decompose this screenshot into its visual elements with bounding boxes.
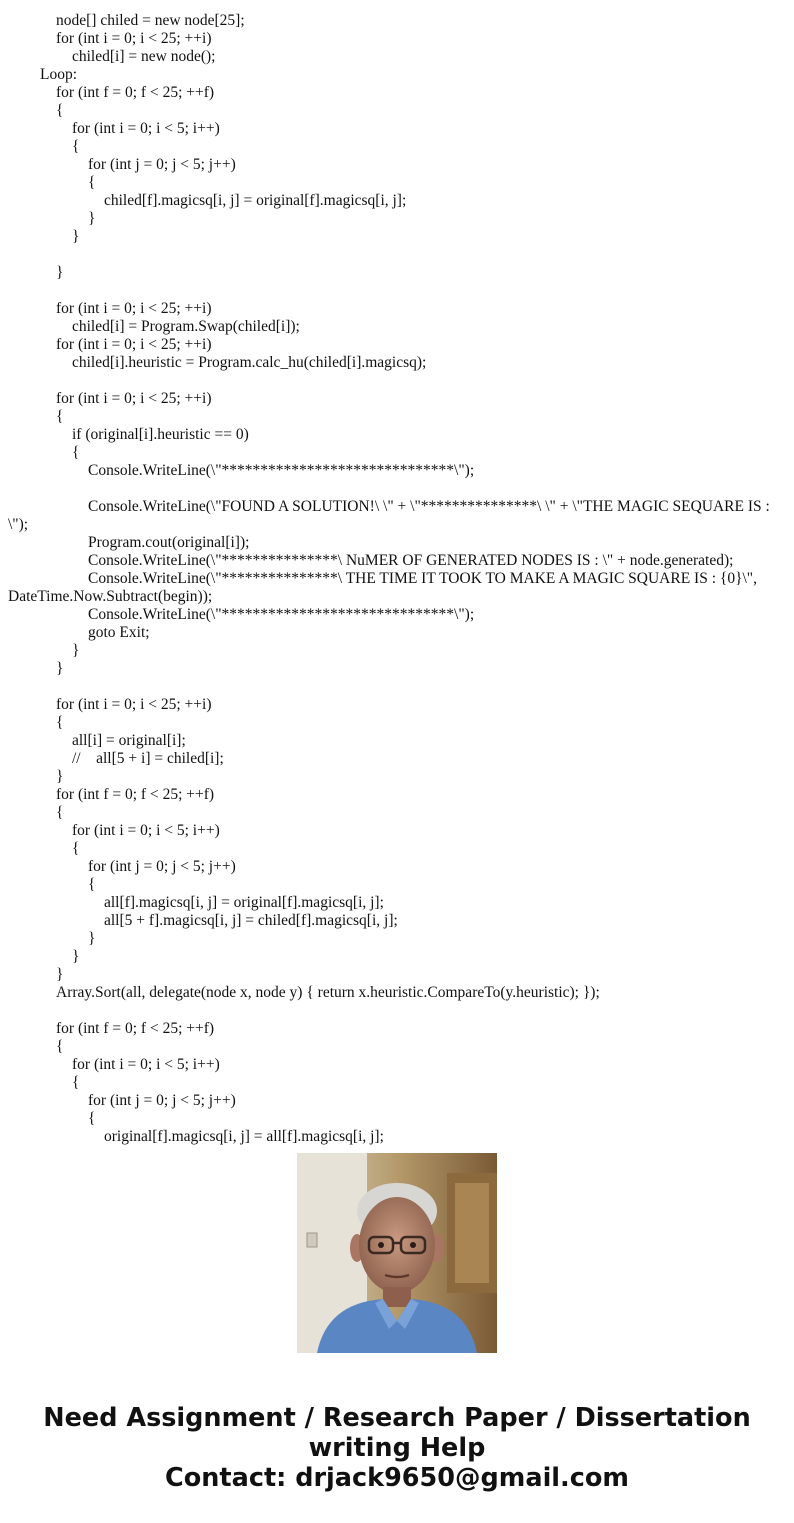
code-line: } [56, 264, 64, 281]
code-line: { [88, 1110, 96, 1127]
code-line: Console.WriteLine(\"***************\ NuMER OF GENERATED NODES IS : \" + node.generated); [88, 552, 734, 569]
promo-line-1: Need Assignment / Research Paper / Dissertation [43, 1403, 751, 1433]
code-line: all[5 + f].magicsq[i, j] = chiled[f].magicsq[i, j]; [104, 912, 398, 929]
code-line: { [56, 714, 64, 731]
code-line: chiled[i] = new node(); [72, 48, 216, 65]
code-line: original[f].magicsq[i, j] = all[f].magicsq[i, j]; [104, 1128, 384, 1145]
code-line: { [56, 804, 64, 821]
code-line: { [72, 840, 80, 857]
code-line: for (int i = 0; i < 5; i++) [72, 1056, 220, 1073]
code-line: } [56, 768, 64, 785]
code-line: for (int f = 0; f < 25; ++f) [56, 786, 215, 803]
code-line: { [72, 138, 80, 155]
code-line [0, 246, 794, 264]
code-line: Program.cout(original[i]); [88, 534, 250, 551]
code-line: for (int i = 0; i < 25; ++i) [56, 336, 212, 353]
code-line: goto Exit; [88, 624, 150, 641]
code-line: Array.Sort(all, delegate(node x, node y) { return x.heuristic.CompareTo(y.heuristic); }); [56, 984, 600, 1001]
promo-banner [0, 1403, 794, 1493]
code-line: for (int i = 0; i < 25; ++i) [56, 30, 212, 47]
code-listing [0, 12, 794, 1145]
code-line: } [88, 210, 96, 227]
code-line: Loop: [40, 66, 78, 83]
code-line: { [88, 174, 96, 191]
code-line: // all[5 + i] = chiled[i]; [72, 750, 224, 767]
code-line: for (int f = 0; f < 25; ++f) [56, 1020, 215, 1037]
code-line: { [56, 102, 64, 119]
code-line: for (int j = 0; j < 5; j++) [88, 858, 236, 875]
portrait-icon [297, 1153, 497, 1353]
code-line: } [72, 642, 80, 659]
code-line: all[f].magicsq[i, j] = original[f].magicsq[i, j]; [104, 894, 384, 911]
code-line: chiled[i].heuristic = Program.calc_hu(chiled[i].magicsq); [72, 354, 427, 371]
code-line: Console.WriteLine(\"FOUND A SOLUTION!\ \" + \"***************\ \" + \"THE MAGIC SEQUARE IS : \"); [8, 498, 774, 533]
author-portrait [297, 1153, 497, 1353]
code-line: chiled[f].magicsq[i, j] = original[f].magicsq[i, j]; [104, 192, 407, 209]
code-line: } [72, 948, 80, 965]
code-line [0, 480, 794, 498]
code-line: } [72, 228, 80, 245]
code-line: { [72, 1074, 80, 1091]
code-line [0, 678, 794, 696]
code-line: for (int i = 0; i < 5; i++) [72, 120, 220, 137]
code-line: for (int f = 0; f < 25; ++f) [56, 84, 215, 101]
code-line [0, 282, 794, 300]
code-line: for (int j = 0; j < 5; j++) [88, 156, 236, 173]
code-line: Console.WriteLine(\"***************\ THE TIME IT TOOK TO MAKE A MAGIC SQUARE IS : {0}\", DateTime.Now.Subtract(begin)); [8, 570, 761, 605]
promo-contact-line: Contact: drjack9650@gmail.com [165, 1463, 629, 1493]
code-line [0, 372, 794, 390]
promo-line-2: writing Help [308, 1433, 486, 1463]
code-line: Console.WriteLine(\"******************************\"); [88, 462, 475, 479]
code-line: for (int i = 0; i < 25; ++i) [56, 696, 212, 713]
code-line: for (int j = 0; j < 5; j++) [88, 1092, 236, 1109]
code-line: { [56, 1038, 64, 1055]
code-line: chiled[i] = Program.Swap(chiled[i]); [72, 318, 300, 335]
code-line: { [56, 408, 64, 425]
code-line: all[i] = original[i]; [72, 732, 186, 749]
code-line: for (int i = 0; i < 5; i++) [72, 822, 220, 839]
code-line: node[] chiled = new node[25]; [56, 12, 245, 29]
code-line: } [56, 966, 64, 983]
code-line: for (int i = 0; i < 25; ++i) [56, 300, 212, 317]
code-line: { [72, 444, 80, 461]
code-line: } [88, 930, 96, 947]
code-line: for (int i = 0; i < 25; ++i) [56, 390, 212, 407]
code-line: if (original[i].heuristic == 0) [72, 426, 249, 443]
code-line [0, 1002, 794, 1020]
code-line: } [56, 660, 64, 677]
code-line: { [88, 876, 96, 893]
code-line: Console.WriteLine(\"******************************\"); [88, 606, 475, 623]
